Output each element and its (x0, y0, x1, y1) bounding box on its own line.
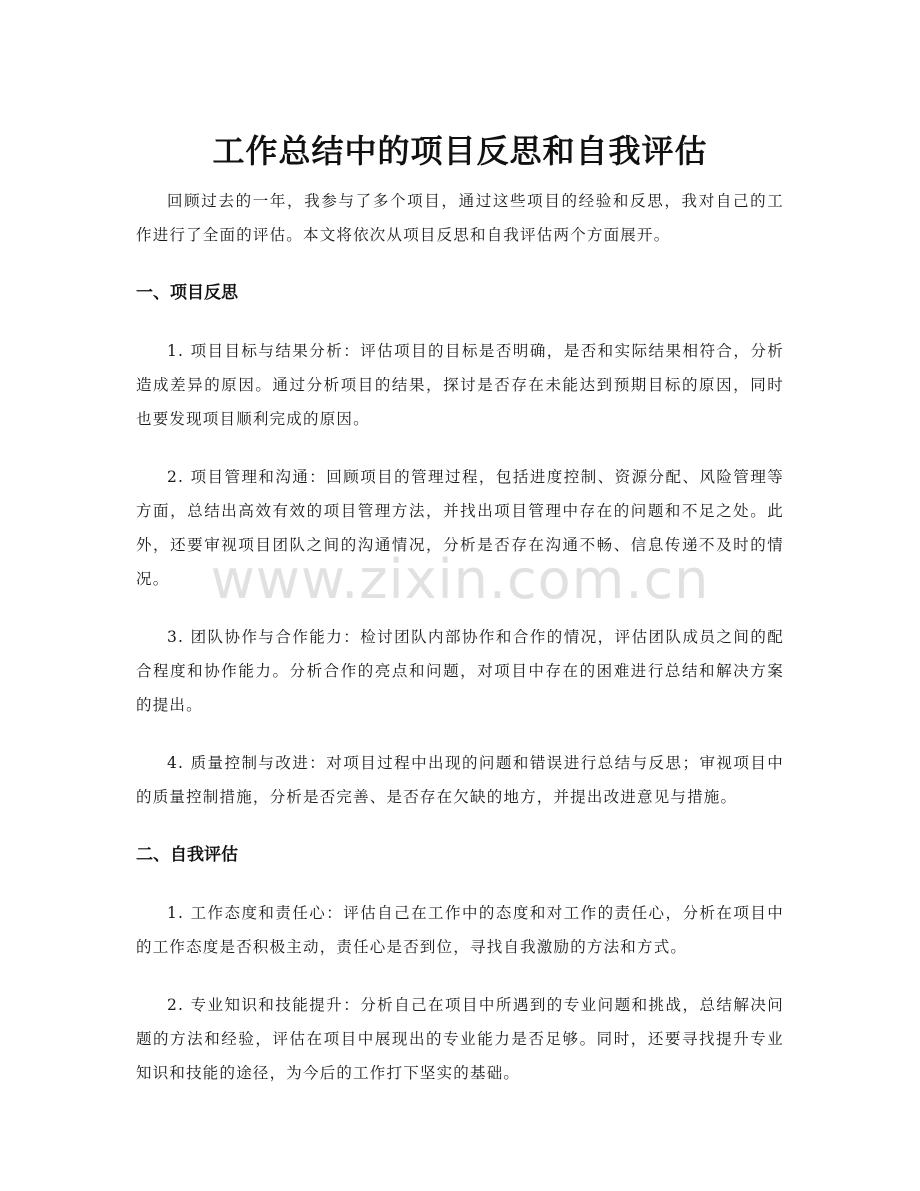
section-heading-self-assessment: 二、自我评估 (136, 845, 238, 865)
self-assessment-item-1: 1. 工作态度和责任心：评估自己在工作中的态度和对工作的责任心，分析在项目中的工作态度是否积极主动，责任心是否到位，寻找自我激励的方法和方式。 (136, 904, 784, 956)
project-reflection-item-4: 4. 质量控制与改进：对项目过程中出现的问题和错误进行总结与反思；审视项目中的质量控制措施，分析是否完善、是否存在欠缺的地方，并提出改进意见与措施。 (136, 754, 784, 806)
project-reflection-item-1: 1. 项目目标与结果分析：评估项目的目标是否明确，是否和实际结果相符合，分析造成差异的原因。通过分析项目的结果，探讨是否存在未能达到预期目标的原因，同时也要发现项目顺利完成的原因。 (136, 342, 784, 428)
watermark: www.zixin.com.cn (210, 548, 710, 611)
project-reflection-item-2: 2. 项目管理和沟通：回顾项目的管理过程，包括进度控制、资源分配、风险管理等方面，总结出高效有效的项目管理方法，并找出项目管理中存在的问题和不足之处。此外，还要审视项目团队之间的沟通情况，分析是否存在沟通不畅、信息传递不及时的情况。 (136, 468, 784, 588)
self-assessment-item-2: 2. 专业知识和技能提升：分析自己在项目中所遇到的专业问题和挑战，总结解决问题的方法和经验，评估在项目中展现出的专业能力是否足够。同时，还要寻找提升专业知识和技能的途径，为今后的工作打下坚实的基础。 (136, 996, 784, 1082)
intro-paragraph: 回顾过去的一年，我参与了多个项目，通过这些项目的经验和反思，我对自己的工作进行了全面的评估。本文将依次从项目反思和自我评估两个方面展开。 (136, 192, 784, 244)
document-body (136, 184, 784, 1114)
section-heading-project-reflection: 一、项目反思 (136, 283, 238, 303)
document-title: 工作总结中的项目反思和自我评估 (212, 132, 708, 171)
project-reflection-item-3: 3. 团队协作与合作能力：检讨团队内部协作和合作的情况，评估团队成员之间的配合程度和协作能力。分析合作的亮点和问题，对项目中存在的困难进行总结和解决方案的提出。 (136, 628, 784, 714)
